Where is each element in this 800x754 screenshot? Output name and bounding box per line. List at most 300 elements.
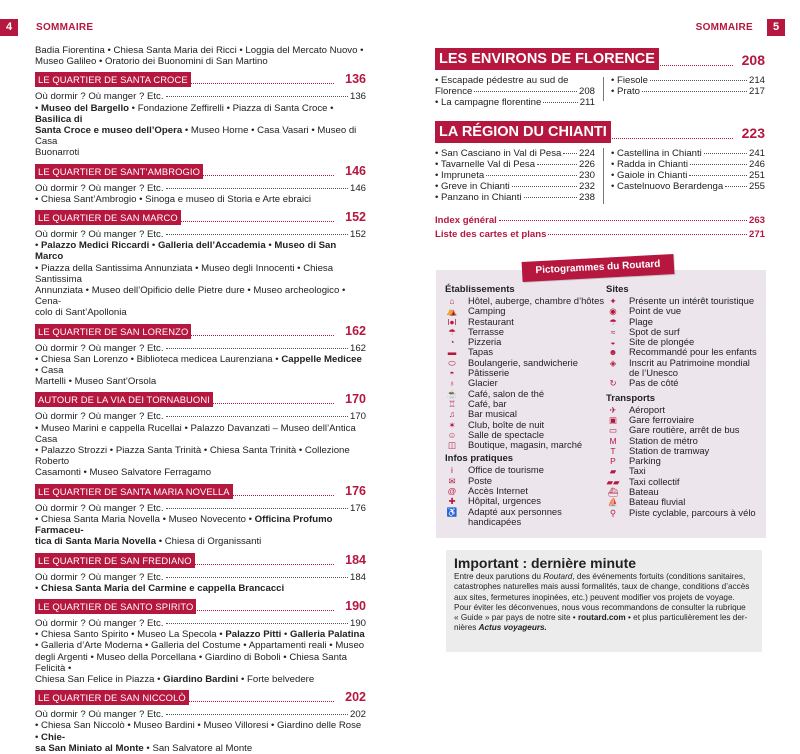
text-run: aux sites, fermetures inopinées, etc.) peuvent modifier vos projets de voyage. [454, 592, 735, 602]
section-title: LE QUARTIER DE SANTA MARIA NOVELLA [35, 484, 233, 499]
chianti-left-column [435, 148, 595, 204]
text-run: sa San Miniato al Monte [35, 742, 144, 754]
pictogram-label: Glacier [468, 377, 498, 389]
pictogram-label: Taxi [629, 465, 646, 477]
text-run: Casamonti • Museo Salvatore Ferragamo [35, 467, 212, 479]
index-list [435, 215, 765, 240]
environs-right-column [611, 75, 765, 109]
pictogram-label: Tapas [468, 346, 494, 358]
pictogram-label: Aéroport [629, 403, 665, 415]
entry-label: • Radda in Chianti [611, 158, 688, 170]
text-run: Officina Profumo Farmaceu- [35, 513, 333, 537]
text-run: • Forte belvedere [238, 673, 315, 685]
section-title: LE QUARTIER DE SAN MARCO [35, 210, 181, 225]
entry-label: Liste des cartes et plans [435, 228, 547, 240]
toc-entry [435, 192, 595, 203]
text-run: Giardino Bardini [163, 673, 239, 685]
section-list [35, 72, 366, 754]
dot-leader [563, 153, 577, 154]
text-run: colo di Sant’Apollonia [35, 307, 127, 319]
text-run: Chie- [41, 731, 66, 743]
pictogram-label: Adapté aux personnes [468, 505, 562, 517]
pictogram-item [445, 517, 605, 527]
entry-page: 214 [748, 75, 765, 86]
where-to-stay-entry [35, 709, 366, 720]
pictogram-label: Recommandé pour les enfants [629, 346, 757, 358]
text-run: • Chiesa Santo Spirito • Museo La Specola • [35, 629, 226, 641]
where-to-stay-entry [35, 503, 366, 514]
toc-entry [611, 86, 765, 97]
where-to-stay-entry [35, 572, 366, 583]
dot-leader [548, 234, 747, 235]
pizzeria-icon: ◔ [449, 337, 455, 348]
bakery-icon: ⬭ [448, 357, 456, 368]
text-run: routard.com [577, 613, 626, 623]
text-run: catastrophes naturelles mais aussi formalités, taux de change, conditions d’accès [454, 582, 750, 592]
text-run: Santa Croce e museo dell’Opera [35, 125, 183, 137]
text-run: • Piazza della Santissima Annunziata • Museo degli Innocenti • Chiesa Santissima [35, 262, 334, 285]
intro-text [35, 45, 366, 67]
sights-line [35, 125, 366, 147]
diving-icon: ◒ [610, 337, 616, 348]
entry-label: • Tavarnelle Val di Pesa [435, 158, 536, 170]
entry-page: 211 [579, 97, 595, 109]
section-heading [35, 210, 366, 225]
entry-page: 226 [578, 158, 595, 170]
dot-leader [166, 577, 348, 578]
dot-leader [486, 175, 577, 176]
text-run: • Museo Horne • Casa Vasari • Museo di Casa [35, 125, 357, 148]
text-run: • Galleria d’Arte Moderna • Galleria del Costume • Appartamenti reali • Museo [35, 640, 365, 652]
environs-heading [435, 48, 765, 70]
left-content [35, 45, 366, 754]
entry-label: Où dormir ? Où manger ? Etc. [35, 617, 164, 629]
section-title: LE QUARTIER DE SANT’AMBROGIO [35, 164, 203, 179]
section-page: 152 [345, 210, 366, 225]
sights-line [35, 743, 366, 754]
text-run: nières [454, 623, 479, 633]
entry-label: • Castelnuovo Berardenga [611, 181, 724, 193]
toc-entry [435, 170, 595, 181]
pictogram-label: Café, bar [468, 397, 507, 409]
pictogram-label: Spot de surf [629, 325, 680, 337]
internet-icon: @ [447, 486, 457, 497]
entry-label: Où dormir ? Où manger ? Etc. [35, 229, 164, 241]
pictogram-label: Plage [629, 315, 653, 327]
icon-spacer [606, 368, 620, 378]
dot-leader [166, 96, 348, 97]
entry-page: 176 [349, 502, 366, 514]
dot-leader [166, 714, 348, 715]
nightclub-icon: ✶ [448, 419, 456, 430]
pictogram-label: Camping [468, 305, 506, 317]
tram-icon: T [610, 445, 616, 456]
entry-label: Où dormir ? Où manger ? Etc. [35, 411, 164, 423]
metro-icon: M [609, 435, 617, 446]
entry-page: 246 [748, 158, 765, 170]
pictogram-label: Boulangerie, sandwicherie [468, 356, 578, 368]
entry-label: Où dormir ? Où manger ? Etc. [35, 342, 164, 354]
shop-icon: ◫ [447, 440, 457, 451]
pictogram-label: Bateau fluvial [629, 496, 686, 508]
entry-label: • Gaiole in Chianti [611, 170, 688, 182]
text-run: • Chiesa Sant’Ambrogio • Sinoga e museo di Storia e Arte ebraici [35, 193, 312, 205]
toc-entry [435, 148, 595, 159]
sights-line [35, 629, 366, 640]
page-title-left: SOMMAIRE [36, 22, 94, 33]
section-title: AUTOUR DE LA VIA DEI TORNABUONI [35, 392, 213, 407]
section-heading [35, 690, 366, 705]
text-run: Chiesa Santa Maria del Carmine e cappella Brancacci [41, 582, 285, 594]
pictogram-label: Station de tramway [629, 444, 710, 456]
taxi-icon: ▰ [609, 466, 617, 477]
dot-leader [166, 348, 348, 349]
text-run: Annunziata • Museo dell’Opificio delle Pietre dure • Museo archeologico • Cena- [35, 285, 346, 308]
dot-leader [166, 416, 348, 417]
important-line [454, 572, 754, 582]
pictogram-group-heading: Sites [606, 284, 629, 295]
section-page: 184 [345, 552, 366, 567]
restaurant-icon: ǀ●ǀ [447, 316, 457, 327]
entry-label: Où dormir ? Où manger ? Etc. [35, 709, 164, 721]
environs-page: 208 [741, 52, 765, 68]
pictogram-label: Terrasse [468, 325, 504, 337]
entry-label: • Prato [611, 86, 640, 98]
environs-title: LES ENVIRONS DE FLORENCE [435, 48, 659, 70]
entry-page: 136 [349, 91, 366, 103]
entry-label: • Panzano in Chianti [435, 192, 522, 204]
entry-label: Où dormir ? Où manger ? Etc. [35, 502, 164, 514]
dot-leader [537, 164, 577, 165]
text-run: Chiesa San Felice in Piazza • [35, 673, 164, 685]
pictogram-label: Club, boîte de nuit [468, 418, 545, 430]
entry-page: 241 [748, 147, 765, 159]
entry-label: Index général [435, 214, 497, 226]
text-run: degli Argenti • Museo della Porcellana • Giardino di Boboli • Chiesa Santa Felicità • [35, 651, 347, 674]
entry-page: 232 [578, 181, 595, 193]
toc-entry [435, 159, 595, 170]
important-line [454, 613, 754, 623]
dot-leader [524, 197, 577, 198]
beach-icon: ☂ [609, 316, 617, 327]
text-run: • San Salvatore al Monte [143, 742, 253, 754]
section-heading [35, 392, 366, 407]
where-to-stay-entry [35, 343, 366, 354]
toc-entry [611, 75, 765, 86]
pictogram-label: Accès Internet [468, 485, 528, 497]
where-to-stay-entry [35, 229, 366, 240]
sights-line [35, 285, 366, 307]
sights-line [35, 263, 366, 285]
pictogram-label: Hôpital, urgences [468, 495, 541, 507]
pastry-icon: ◓ [449, 368, 455, 379]
important-text [454, 572, 754, 634]
text-run: • Chiesa Santa Maria Novella • Museo Novecento • [35, 513, 255, 525]
toc-entry [611, 148, 765, 159]
text-run: • Casa [35, 365, 64, 377]
sights-line [35, 194, 366, 205]
section-page: 202 [345, 690, 366, 705]
page-number-right: 5 [767, 19, 785, 36]
entry-page: 224 [578, 147, 595, 159]
pictogram-label: Bar musical [468, 408, 517, 420]
sights-line [35, 103, 366, 125]
dot-leader [650, 80, 747, 81]
section-heading [35, 553, 366, 568]
section-title: LE QUARTIER DE SAN FREDIANO [35, 553, 195, 568]
sights-line [35, 536, 366, 547]
text-run: • [35, 240, 42, 252]
sights-line [35, 423, 366, 445]
entry-label: • Castellina in Chianti [611, 147, 702, 159]
sights-line [35, 376, 366, 387]
pictogram-group-heading: Infos pratiques [445, 453, 514, 465]
airport-icon: ✈ [609, 404, 617, 415]
text-run: Museo di San Marco [35, 240, 337, 263]
pictogram-label: Pizzeria [468, 336, 502, 348]
sights-line [35, 467, 366, 478]
pictograms-left-column [445, 284, 605, 527]
toc-entry [435, 86, 595, 97]
text-run: • Fondazione Zeffirelli • Piazza di Santa Croce • [129, 102, 334, 114]
intro-line: Badia Fiorentina • Chiesa Santa Maria dei Ricci • Loggia del Mercato Nuovo • [35, 45, 364, 56]
music-bar-icon: ♫ [448, 409, 456, 420]
sights-line [35, 240, 366, 262]
dot-leader [166, 623, 348, 624]
entry-page: 271 [748, 228, 765, 240]
pictograms-title: Pictogrammes du Routard [522, 254, 675, 282]
sights-line [35, 147, 366, 158]
pictogram-label: Station de métro [629, 434, 698, 446]
section-page: 136 [345, 72, 366, 87]
disabled-icon: ♿ [446, 506, 458, 517]
entry-label: • La campagne florentine [435, 97, 542, 109]
show-icon: ☺ [447, 429, 457, 440]
text-run: tica di Santa Maria Novella [35, 536, 157, 548]
pictogram-group-heading: Transports [606, 392, 656, 404]
dot-leader [474, 91, 577, 92]
text-run: Palazzo Medici Riccardi [41, 240, 150, 252]
important-title: Important : dernière minute [454, 555, 637, 571]
pictogram-label: Présente un intérêt touristique [629, 295, 755, 306]
text-run: Pour éviter les déconvenues, nous vous recommandons de consulter la rubrique [454, 602, 746, 612]
index-entry [435, 215, 765, 226]
text-run: Actus voyageurs. [478, 623, 547, 633]
section-title: LE QUARTIER DE SAN NICCOLÒ [35, 690, 189, 705]
surf-icon: ≈ [610, 326, 616, 337]
sights-line [35, 583, 366, 594]
pas-de-cote-icon: ↻ [609, 378, 617, 389]
entry-label: Où dormir ? Où manger ? Etc. [35, 571, 164, 583]
tea-icon: ☕ [446, 388, 458, 399]
entry-page: 152 [349, 229, 366, 241]
dot-leader [499, 220, 747, 221]
entry-label: • San Casciano in Val di Pesa [435, 147, 562, 159]
section-title: LE QUARTIER DE SANTA CROCE [35, 72, 191, 87]
toc-entry [611, 170, 765, 181]
toc-entry [435, 181, 595, 192]
column-divider [603, 77, 604, 101]
pictogram-label: Site de plongée [629, 336, 695, 348]
tapas-icon: ▬ [447, 347, 457, 358]
train-icon: ▣ [608, 414, 618, 425]
entry-label: • Escapade pédestre au sud de [435, 75, 569, 86]
section-page: 146 [345, 163, 366, 178]
pictograms-box [436, 270, 766, 538]
pictogram-label: Hôtel, auberge, chambre d’hôtes [468, 295, 605, 306]
entry-page: 217 [748, 86, 765, 98]
sights-line [35, 652, 366, 674]
entry-label: Où dormir ? Où manger ? Etc. [35, 182, 164, 194]
pictogram-label: Poste [468, 474, 492, 486]
sights-line [35, 720, 366, 742]
parking-icon: P [610, 456, 616, 467]
pictogram-label: Gare routière, arrêt de bus [629, 424, 740, 436]
entry-page: 208 [578, 86, 595, 98]
pictogram-label: Salle de spectacle [468, 428, 545, 440]
sights-line [35, 307, 366, 318]
unesco-icon: ◈ [609, 357, 617, 368]
entry-label: • Impruneta [435, 170, 485, 182]
pictogram-label: handicapées [468, 515, 522, 527]
text-run: • [265, 240, 275, 252]
right-header [400, 19, 800, 36]
icecream-icon: ♁ [448, 378, 456, 389]
pictogram-label: Café, salon de thé [468, 387, 545, 399]
pictogram-label: Gare ferroviaire [629, 413, 695, 425]
page-title-right: SOMMAIRE [695, 22, 753, 33]
dot-leader [166, 234, 348, 235]
entry-page: 170 [349, 411, 366, 423]
bar-icon: ♖ [448, 398, 456, 409]
section-page: 170 [345, 392, 366, 407]
terrace-icon: ☂ [448, 326, 456, 337]
text-run: Buonarroti [35, 147, 80, 159]
river-boat-icon: ⛵ [607, 497, 619, 508]
text-run: • Chiesa San Lorenzo • Biblioteca medicea Laurenziana • [35, 353, 282, 365]
sights-line [35, 514, 366, 536]
dot-leader [642, 91, 747, 92]
hospital-icon: ✚ [448, 496, 456, 507]
tourist-office-icon: i [451, 465, 453, 476]
post-icon: ✉ [448, 475, 456, 486]
pictogram-group-heading: Établissements [445, 284, 515, 295]
text-run: Entre deux parutions du [454, 572, 544, 581]
text-run: • Chiesa di Organissanti [156, 536, 262, 548]
pictogram-item [606, 378, 766, 388]
text-run: • Palazzo Strozzi • Piazza Santa Trinità • Chiesa Santa Trinità • Collezione Roberto [35, 445, 350, 468]
toc-entry [435, 97, 595, 108]
pictogram-label: Office de tourisme [468, 464, 544, 476]
chianti-list [435, 148, 765, 204]
kids-icon: ☻ [608, 347, 618, 358]
sights-line [35, 674, 366, 685]
important-line [454, 593, 754, 603]
text-run: , des événements fortuits (conditions sanitaires, [572, 572, 746, 581]
pictogram-label: Taxi collectif [629, 475, 680, 487]
left-header [0, 19, 400, 36]
text-run: • [149, 240, 158, 252]
dot-leader [690, 164, 747, 165]
bike-icon: ⚲ [609, 507, 617, 518]
entry-page: 190 [349, 617, 366, 629]
camping-icon: ⛺ [446, 306, 458, 317]
section-heading [35, 484, 366, 499]
text-run: • [281, 629, 291, 641]
entry-page: 162 [349, 342, 366, 354]
column-divider [603, 148, 604, 204]
text-run: • Chiesa San Niccolò • Museo Bardini • Museo Villoresi • Giardino delle Rose • [35, 720, 362, 743]
pictogram-label: Bateau [629, 486, 659, 498]
entry-page: 184 [349, 571, 366, 583]
pictogram-label: Boutique, magasin, marché [468, 439, 583, 451]
chianti-right-column [611, 148, 765, 204]
hotel-icon: ⌂ [449, 296, 455, 306]
text-run: • Museo Marini e cappella Rucellai • Palazzo Davanzati – Museo dell’Antica Casa [35, 422, 356, 445]
where-to-stay-entry [35, 183, 366, 194]
tourist-interest-icon: ✦ [609, 296, 617, 306]
entry-label: • Greve in Chianti [435, 181, 510, 193]
entry-page: 230 [578, 170, 595, 182]
text-run: • [35, 102, 42, 114]
entry-page: 251 [748, 170, 765, 182]
viewpoint-icon: ◉ [609, 306, 617, 317]
page-number-left: 4 [0, 19, 18, 36]
index-entry [435, 229, 765, 240]
pictogram-label: Point de vue [629, 305, 682, 317]
boat-icon: ⛴ [607, 487, 619, 498]
entry-label: Où dormir ? Où manger ? Etc. [35, 91, 164, 103]
chianti-title: LA RÉGION DU CHIANTI [435, 121, 611, 143]
section-heading [35, 599, 366, 614]
section-title: LE QUARTIER DE SANTO SPIRITO [35, 599, 196, 614]
intro-line: Museo Galileo • Oratorio dei Buonomini di San Martino [35, 56, 268, 68]
important-line [454, 582, 754, 592]
text-run: Galleria dell’Accademia [157, 240, 266, 252]
dot-leader [704, 153, 747, 154]
right-content [435, 48, 765, 243]
pictogram-label: Parking [629, 455, 661, 467]
section-heading [35, 72, 366, 87]
pictogram-label: Pâtisserie [468, 367, 510, 379]
text-run: • et plus particulièrement les der- [625, 613, 748, 623]
text-run: Cappelle Medicee [281, 353, 362, 365]
text-run: Palazzo Pitti [225, 629, 282, 641]
section-heading [35, 324, 366, 339]
entry-page: 263 [748, 214, 765, 226]
where-to-stay-entry [35, 618, 366, 629]
chianti-heading [435, 121, 765, 143]
entry-page: 238 [578, 192, 595, 204]
where-to-stay-entry [35, 411, 366, 422]
dot-leader [689, 175, 747, 176]
toc-entry [611, 181, 765, 192]
pictogram-label: de l’Unesco [629, 367, 678, 379]
section-page: 176 [345, 483, 366, 498]
toc-entry [435, 75, 595, 86]
dot-leader [543, 102, 577, 103]
icon-spacer [445, 517, 459, 527]
entry-page: 202 [349, 709, 366, 721]
text-run: Routard [543, 572, 573, 581]
pictogram-label: Piste cyclable, parcours à vélo [629, 506, 756, 518]
chianti-page: 223 [741, 124, 765, 141]
pictogram-label: Restaurant [468, 315, 514, 327]
text-run: Museo del Bargello [41, 102, 129, 114]
text-run: Basilica di [35, 113, 83, 125]
entry-page: 255 [748, 181, 765, 193]
section-heading [35, 164, 366, 179]
